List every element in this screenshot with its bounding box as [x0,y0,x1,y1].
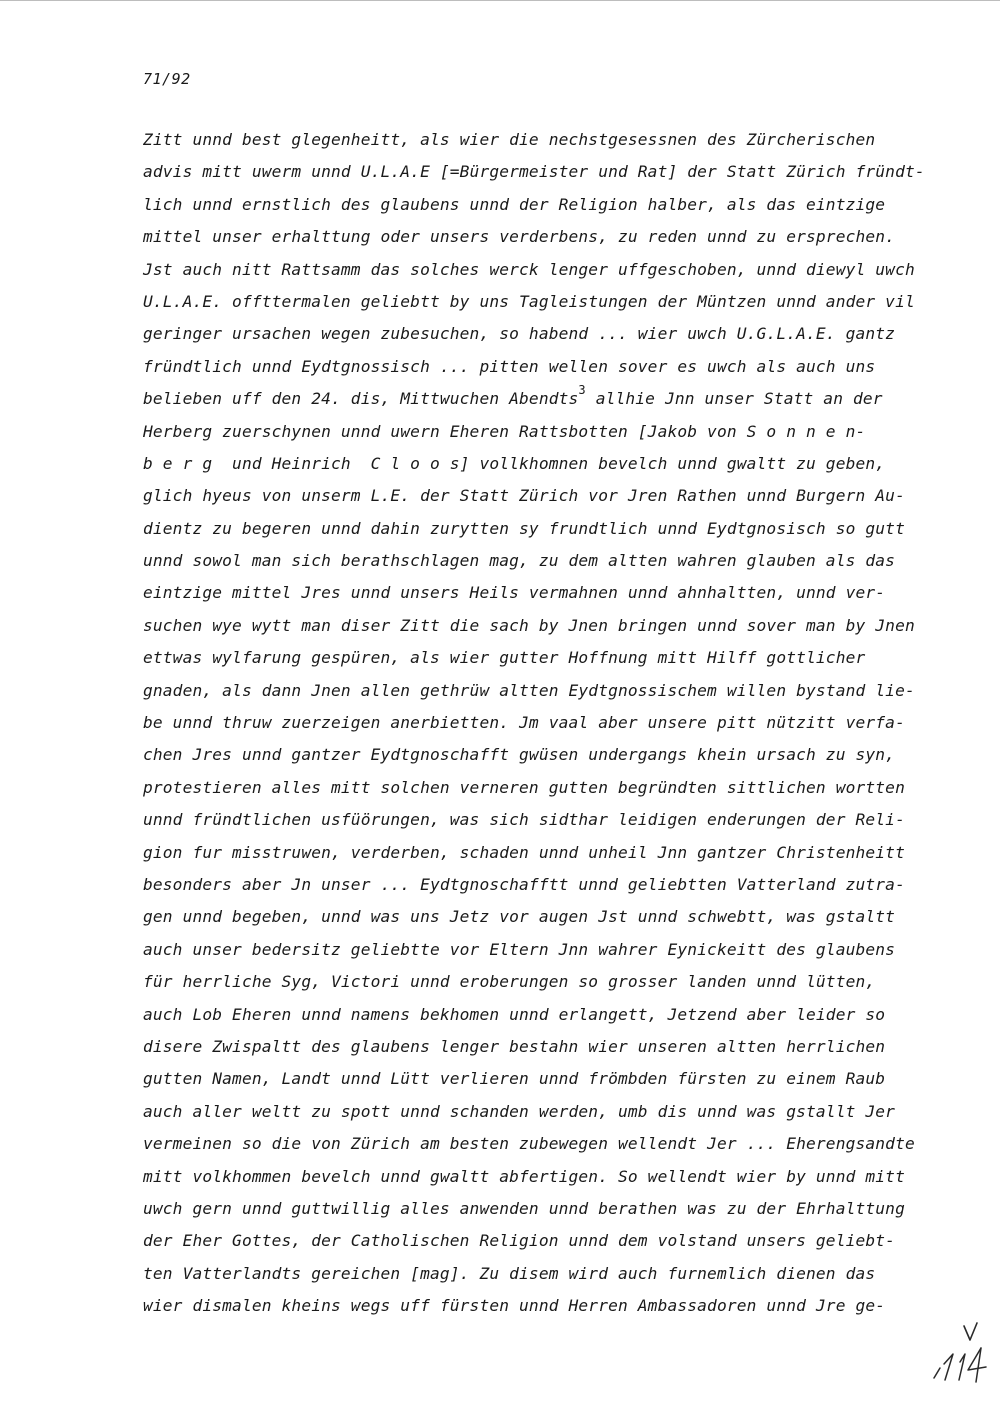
text-line: mitt volkhommen bevelch unnd gwaltt abfertigen. So wellendt wier by unnd mitt [143,1166,905,1186]
text-line: gion fur misstruwen, verderben, schaden unnd unheil Jnn gantzer Christenheitt [143,842,905,862]
text-line: fründtlich unnd Eydtgnossisch ... pitten wellen sover es uwch als auch uns [143,356,876,376]
text-line: besonders aber Jn unser ... Eydtgnoschafftt unnd geliebtten Vatterland zutra- [143,874,905,894]
text-line: mittel unser erhalttung oder unsers verderbens, zu reden unnd zu ersprechen. [143,227,896,247]
text-line: disere Zwispaltt des glaubens lenger bestahn wier unseren altten herrlichen [143,1036,886,1056]
text-line-with-footnote [143,383,943,415]
text-segment: belieben uff den 24. dis, Mittwuchen Abendts [143,389,579,409]
text-line: advis mitt uwerm unnd U.L.A.E [=Bürgermeister und Rat] der Statt Zürich fründt- [143,162,925,182]
text-line: eintzige mittel Jres unnd unsers Heils vermahnen unnd ahnhaltten, unnd ver- [143,583,886,603]
text-line: der Eher Gottes, der Catholischen Religion unnd dem volstand unsers geliebt- [143,1231,896,1251]
text-line: vermeinen so die von Zürich am besten zubewegen wellendt Jer ... Eherengsandte [143,1134,915,1154]
text-line: auch Lob Eheren unnd namens bekhomen unnd erlangett, Jetzend aber leider so [143,1004,886,1024]
text-line: Jst auch nitt Rattsamm das solches werck lenger uffgeschoben, unnd diewyl uwch [143,259,915,279]
text-line: chen Jres unnd gantzer Eydtgnoschafft gwüsen undergangs khein ursach zu syn, [143,745,896,765]
text-line: ettwas wylfarung gespüren, als wier gutter Hoffnung mitt Hilff gottlicher [143,648,866,668]
text-line: ten Vatterlandts gereichen [mag]. Zu disem wird auch furnemlich dienen das [143,1263,876,1283]
document-body [143,124,943,1322]
text-line: Zitt unnd best glegenheitt, als wier die nechstgesessnen des Zürcherischen [143,130,876,149]
footnote-marker: 3 [578,383,586,398]
text-line: für herrliche Syg, Victori unnd eroberungen so grosser landen unnd lütten, [143,972,876,992]
text-line: geringer ursachen wegen zubesuchen, so habend ... wier uwch U.G.L.A.E. gantz [143,324,896,344]
text-line: be unnd thruw zuerzeigen anerbietten. Jm vaal aber unsere pitt nützitt verfa- [143,713,905,733]
text-line: suchen wye wytt man diser Zitt die sach by Jnen bringen unnd sover man by Jnen [143,615,915,635]
text-line: auch unser bedersitz geliebtte vor Eltern Jnn wahrer Eynickeitt des glaubens [143,939,896,959]
text-line: b e r g und Heinrich C l o o s] vollkhomnen bevelch unnd gwaltt zu geben, [143,453,886,473]
text-line: unnd fründtlichen usfüörungen, was sich sidthar leidigen enderungen der Reli- [143,810,905,830]
text-line: dientz zu begeren unnd dahin zurytten sy frundtlich unnd Eydtgnosisch so gutt [143,518,905,538]
text-line: Herberg zuerschynen unnd uwern Eheren Rattsbotten [Jakob von S o n n e n- [143,421,866,441]
text-line: uwch gern unnd guttwillig alles anwenden unnd berathen was zu der Ehrhalttung [143,1198,905,1218]
page-top-edge [0,0,1000,4]
text-line: gen unnd begeben, unnd was uns Jetz vor augen Jst unnd schwebtt, was gstaltt [143,907,896,927]
text-line: protestieren alles mitt solchen verneren gutten begründten sittlichen wortten [143,777,905,797]
text-line: gnaden, als dann Jnen allen gethrüw altten Eydtgnossischem willen bystand lie- [143,680,915,700]
text-line: glich hyeus von unserm L.E. der Statt Zürich vor Jren Rathen unnd Burgern Au- [143,486,905,506]
handwritten-archive-mark [930,1320,990,1390]
text-line: auch aller weltt zu spott unnd schanden werden, umb dis unnd was gstallt Jer [143,1101,896,1121]
text-line: wier dismalen kheins wegs uff fürsten unnd Herren Ambassadoren unnd Jre ge- [143,1296,886,1316]
text-line: U.L.A.E. offttermalen geliebtt by uns Tagleistungen der Müntzen unnd ander vil [143,291,915,311]
text-line: lich unnd ernstlich des glaubens unnd der Religion halber, als das eintzige [143,194,886,214]
page-number: 71/92 [143,70,191,88]
text-segment: allhie Jnn unser Statt an der [585,389,883,409]
text-line: unnd sowol man sich berathschlagen mag, zu dem altten wahren glauben als das [143,551,896,571]
text-line: gutten Namen, Landt unnd Lütt verlieren unnd frömbden fürsten zu einem Raub [143,1069,886,1089]
